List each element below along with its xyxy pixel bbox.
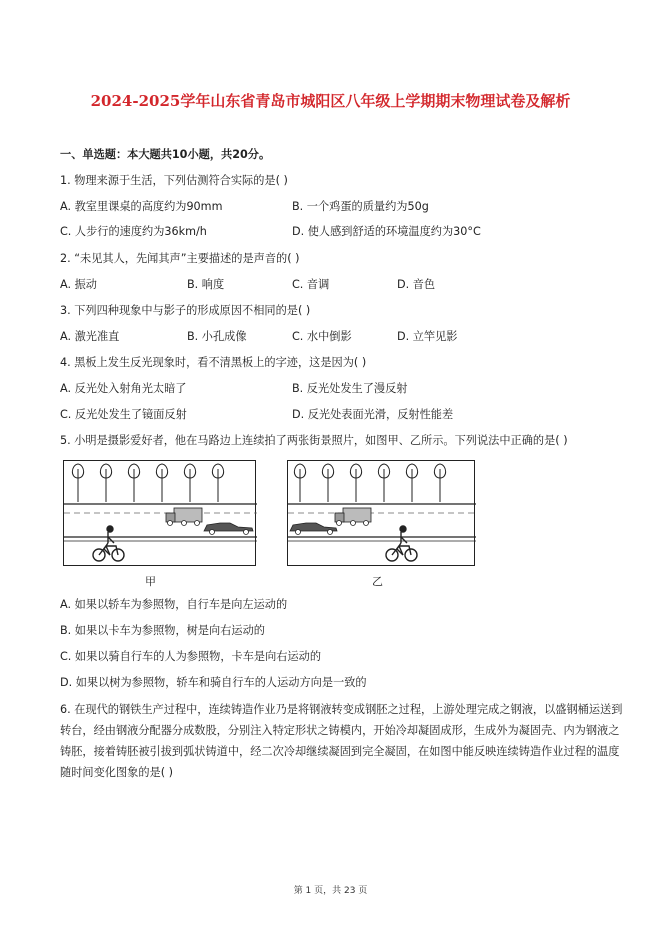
question-2-option-c: C. 音调 bbox=[292, 278, 330, 291]
question-3-option-d: D. 立竿见影 bbox=[397, 330, 458, 343]
figure-jia bbox=[63, 460, 256, 566]
question-4-stem: 4. 黑板上发生反光现象时，看不清黑板上的字迹，这是因为( ) bbox=[60, 356, 367, 369]
figure-jia-label: 甲 bbox=[145, 575, 156, 588]
question-2-option-d: D. 音色 bbox=[397, 278, 436, 291]
question-3-option-a: A. 激光准直 bbox=[60, 330, 120, 343]
question-3-option-b: B. 小孔成像 bbox=[187, 330, 247, 343]
page-title: 2024-2025学年山东省青岛市城阳区八年级上学期期末物理试卷及解析 bbox=[90, 92, 571, 110]
question-5-option-d: D. 如果以树为参照物，轿车和骑自行车的人运动方向是一致的 bbox=[60, 676, 367, 689]
question-1-option-b: B. 一个鸡蛋的质量约为50g bbox=[292, 200, 429, 213]
question-2-option-a: A. 振动 bbox=[60, 278, 97, 291]
section-header: 一、单选题：本大题共10小题，共20分。 bbox=[60, 148, 271, 161]
question-4-option-c: C. 反光处发生了镜面反射 bbox=[60, 408, 187, 421]
question-1-stem: 1. 物理来源于生活，下列估测符合实际的是( ) bbox=[60, 174, 288, 187]
question-2-stem: 2. “未见其人，先闻其声”主要描述的是声音的( ) bbox=[60, 252, 300, 265]
question-5-stem: 5. 小明是摄影爱好者，他在马路边上连续拍了两张街景照片，如图甲、乙所示。下列说法中正确的是( ) bbox=[60, 434, 568, 447]
question-3-option-c: C. 水中倒影 bbox=[292, 330, 352, 343]
question-5-option-c: C. 如果以骑自行车的人为参照物，卡车是向右运动的 bbox=[60, 650, 322, 663]
question-5-option-b: B. 如果以卡车为参照物，树是向右运动的 bbox=[60, 624, 265, 637]
question-1-option-c: C. 人步行的速度约为36km/h bbox=[60, 225, 207, 238]
figure-yi bbox=[287, 460, 475, 566]
question-5-option-a: A. 如果以轿车为参照物，自行车是向左运动的 bbox=[60, 598, 288, 611]
question-4-option-a: A. 反光处入射角光太暗了 bbox=[60, 382, 187, 395]
figure-yi-label: 乙 bbox=[372, 575, 383, 588]
page-footer: 第 1 页，共 23 页 bbox=[293, 886, 368, 896]
street-scene-jia-illustration bbox=[64, 461, 257, 567]
question-4-option-b: B. 反光处发生了漫反射 bbox=[292, 382, 408, 395]
question-1-option-a: A. 教室里课桌的高度约为90mm bbox=[60, 200, 223, 213]
question-2-option-b: B. 响度 bbox=[187, 278, 225, 291]
street-scene-yi-illustration bbox=[288, 461, 476, 567]
question-3-stem: 3. 下列四种现象中与影子的形成原因不相同的是( ) bbox=[60, 304, 311, 317]
question-4-option-d: D. 反光处表面光滑，反射性能差 bbox=[292, 408, 454, 421]
question-1-option-d: D. 使人感到舒适的环境温度约为30°C bbox=[292, 225, 481, 238]
question-6-stem: 6. 在现代的钢铁生产过程中，连续铸造作业乃是将钢液转变成钢胚之过程，上游处理完成之钢液，以盛钢桶运送到转台，经由钢液分配器分成数股，分别注入特定形状之铸模内，开始冷却凝固成形，生成外为凝固壳、内为钢液之铸胚，接着铸胚被引拔到弧状铸道中，经二次冷却继续凝固到完全凝固，在如图中能反映连续铸造作业过程的温度随时间变化图象的是( ) bbox=[60, 703, 623, 779]
